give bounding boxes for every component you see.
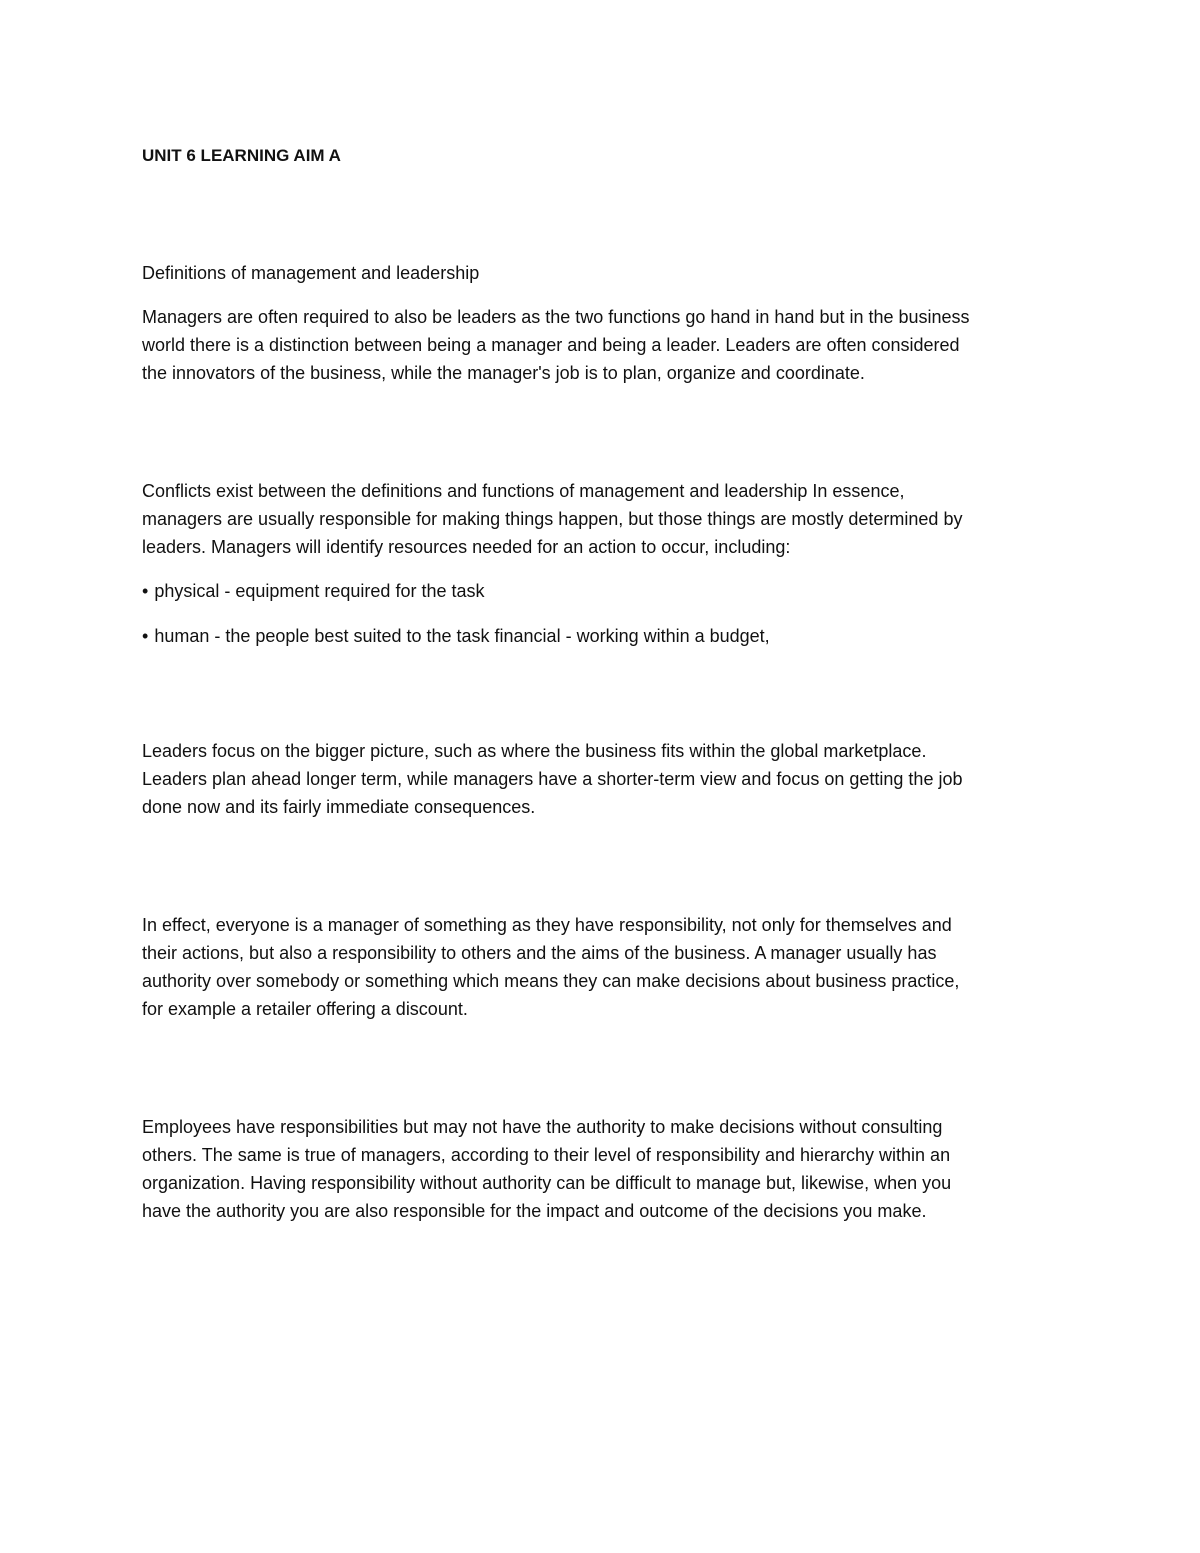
paragraph-line: In effect, everyone is a manager of something as they have responsibility, not only for themselves and: [142, 915, 952, 935]
paragraph-definitions: [142, 303, 1062, 387]
paragraph-line: their actions, but also a responsibility to others and the aims of the business. A manager usually has: [142, 943, 937, 963]
bullet-text: physical - equipment required for the task: [154, 581, 485, 601]
paragraph-line: Leaders plan ahead longer term, while managers have a shorter-term view and focus on getting the job: [142, 769, 963, 789]
paragraph-line: Conflicts exist between the definitions and functions of management and leadership In essence,: [142, 481, 905, 501]
paragraph-line: Managers are often required to also be leaders as the two functions go hand in hand but in the business: [142, 307, 970, 327]
paragraph-line: managers are usually responsible for making things happen, but those things are mostly determined by: [142, 509, 963, 529]
paragraph-line: world there is a distinction between being a manager and being a leader. Leaders are often considered: [142, 335, 960, 355]
paragraph-conflicts: [142, 477, 1062, 561]
paragraph-line: for example a retailer offering a discount.: [142, 999, 468, 1019]
bullet-item-human: [142, 622, 770, 650]
heading-text: Definitions of management and leadership: [142, 263, 480, 283]
paragraph-line: Leaders focus on the bigger picture, such as where the business fits within the global marketplace.: [142, 741, 927, 761]
paragraph-line: the innovators of the business, while the manager's job is to plan, organize and coordinate.: [142, 363, 865, 383]
paragraph-line: Employees have responsibilities but may not have the authority to make decisions without consulting: [142, 1117, 943, 1137]
bullet-text: human - the people best suited to the task financial - working within a budget,: [154, 626, 770, 646]
bullet-icon: •: [142, 626, 149, 646]
paragraph-leaders-focus: [142, 737, 1062, 821]
paragraph-employees: [142, 1113, 1062, 1225]
paragraph-line: organization. Having responsibility without authority can be difficult to manage but, likewise, when you: [142, 1173, 952, 1193]
paragraph-in-effect: [142, 911, 1062, 1023]
paragraph-line: authority over somebody or something which means they can make decisions about business practice,: [142, 971, 960, 991]
paragraph-line: done now and its fairly immediate consequences.: [142, 797, 536, 817]
paragraph-line: have the authority you are also responsible for the impact and outcome of the decisions you make.: [142, 1201, 927, 1221]
paragraph-line: leaders. Managers will identify resources needed for an action to occur, including:: [142, 537, 791, 557]
bullet-icon: •: [142, 581, 149, 601]
document-title: UNIT 6 LEARNING AIM A: [142, 146, 341, 165]
section-heading: [142, 259, 1062, 287]
bullet-item-physical: [142, 577, 484, 605]
paragraph-line: others. The same is true of managers, according to their level of responsibility and hierarchy within an: [142, 1145, 951, 1165]
